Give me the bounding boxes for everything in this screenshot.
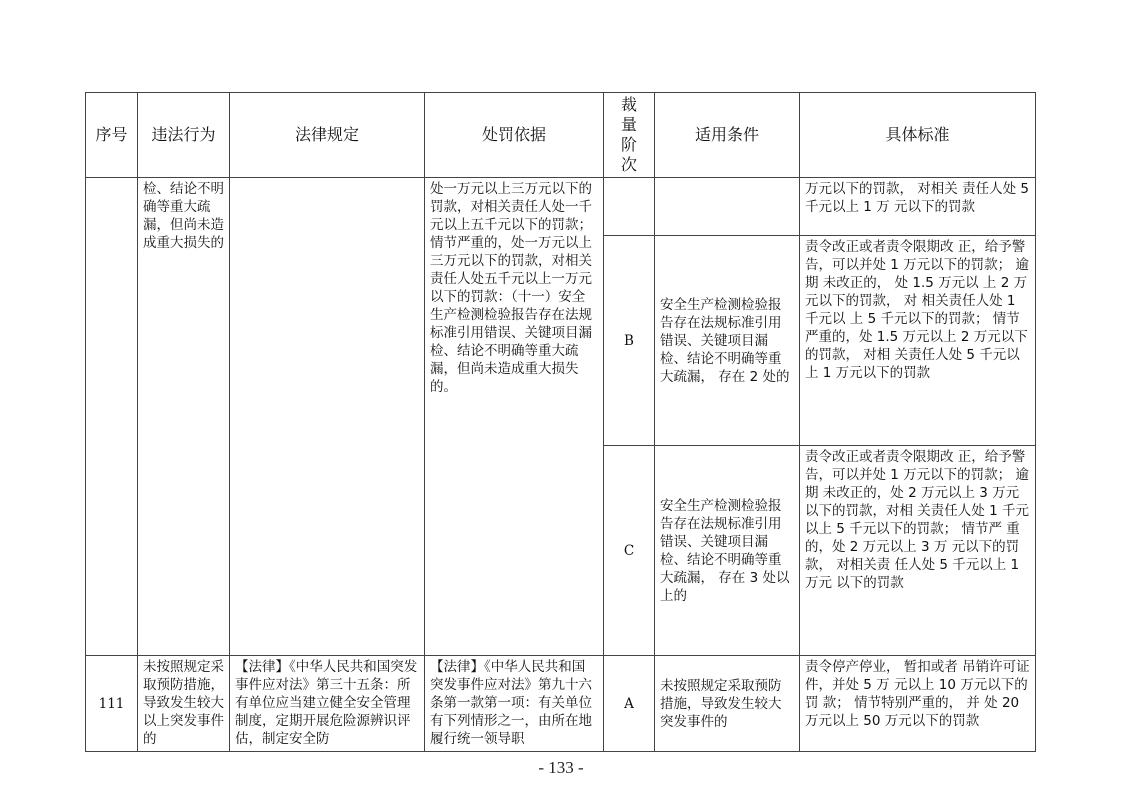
- applicable-condition-cell: [655, 178, 800, 236]
- discretion-level-cell: [604, 178, 655, 236]
- legal-provision-cell: [230, 178, 425, 656]
- penalty-standards-table: [85, 92, 1036, 752]
- table-header-row: [86, 93, 1036, 178]
- applicable-condition-cell: 安全生产检测检验报告存在法规标准引用错误、关键项目漏检、结论不明确等重大疏漏， 存在 3 处以上的: [655, 446, 800, 656]
- legal-provision-cell: 【法律】《中华人民共和国突发事件应对法》第三十五条：所有单位应当建立健全安全管理制度，定期开展危险源辨识评估，制定安全防: [230, 656, 425, 752]
- penalty-basis-cell: [425, 178, 604, 656]
- specific-standard-cell: 万元以下的罚款， 对相关 责任人处 5 千元以上 1 万 元以下的罚款: [800, 178, 1036, 236]
- applicable-condition-cell: 安全生产检测检验报告存在法规标准引用错误、关键项目漏检、结论不明确等重大疏漏， 存在 2 处的: [655, 236, 800, 446]
- specific-standard-cell: 责令改正或者责令限期改 正，给予警告，可以并处 1 万元以下的罚款； 逾期 未改正的， 处 1.5 万元以 上 2 万元以下的罚款， 对 相关责任人处 1 千元以 上 5 千元以下的罚款； 情节 严重的，处 1.5 万元以上 2 万元以下的罚款， 对相 关责任人处 5 千元以上 1 万元以下的罚款: [800, 236, 1036, 446]
- table-row: [86, 178, 1036, 236]
- header-penalty-basis: 处罚依据: [425, 93, 604, 178]
- penalty-basis-text: 处一万元以上三万元以下的罚款，对相关责任人处一千元以上五千元以下的罚款；情节严重的，处一万元以上三万元以下的罚款，对相关责任人处五千元以上一万元以下的罚款：（十一）安全生产检测检验报告存在法规标准引用错误、关键项目漏检、结论不明确等重大疏漏，但尚未造成重大损失的。: [430, 181, 592, 395]
- discretion-level-cell: A: [604, 656, 655, 752]
- violation-cell: 未按照规定采取预防措施，导致发生较大以上突发事件的: [138, 656, 230, 752]
- serial-number-cell: [86, 178, 138, 656]
- header-serial-number: 序号: [86, 93, 138, 178]
- applicable-condition-cell: 未按照规定采取预防措施，导致发生较大突发事件的: [655, 656, 800, 752]
- table-row: [86, 656, 1036, 752]
- violation-cell: [138, 178, 230, 656]
- header-applicable-condition: 适用条件: [655, 93, 800, 178]
- header-discretion-level: 裁量阶次: [604, 93, 655, 178]
- specific-standard-cell: 责令停产停业， 暂扣或者 吊销许可证件，并处 5 万 元以上 10 万元以下的罚 款； 情节特别严重的， 并 处 20 万元以上 50 万元以下的罚款: [800, 656, 1036, 752]
- header-legal-provision: 法律规定: [230, 93, 425, 178]
- page-number: - 133 -: [538, 758, 584, 777]
- discretion-level-cell: C: [604, 446, 655, 656]
- penalty-basis-cell: 【法律】《中华人民共和国突发事件应对法》第九十六条第一款第一项：有关单位有下列情形之一，由所在地履行统一领导职: [425, 656, 604, 752]
- header-specific-standard: 具体标准: [800, 93, 1036, 178]
- violation-text: 检、结论不明确等重大疏漏，但尚未造成重大损失的: [143, 181, 224, 251]
- header-violation: 违法行为: [138, 93, 230, 178]
- specific-standard-cell: 责令改正或者责令限期改 正，给予警告，可以并处 1 万元以下的罚款； 逾期 未改正的，处 2 万元以上 3 万元以下的罚款，对相 关责任人处 1 千元以上 5 千元以下的罚款； 情节严 重的，处 2 万元以上 3 万 元以下的罚款， 对相关责 任人处 5 千元以上 1 万元 以下的罚款: [800, 446, 1036, 656]
- serial-number-cell: 111: [86, 656, 138, 752]
- discretion-level-cell: B: [604, 236, 655, 446]
